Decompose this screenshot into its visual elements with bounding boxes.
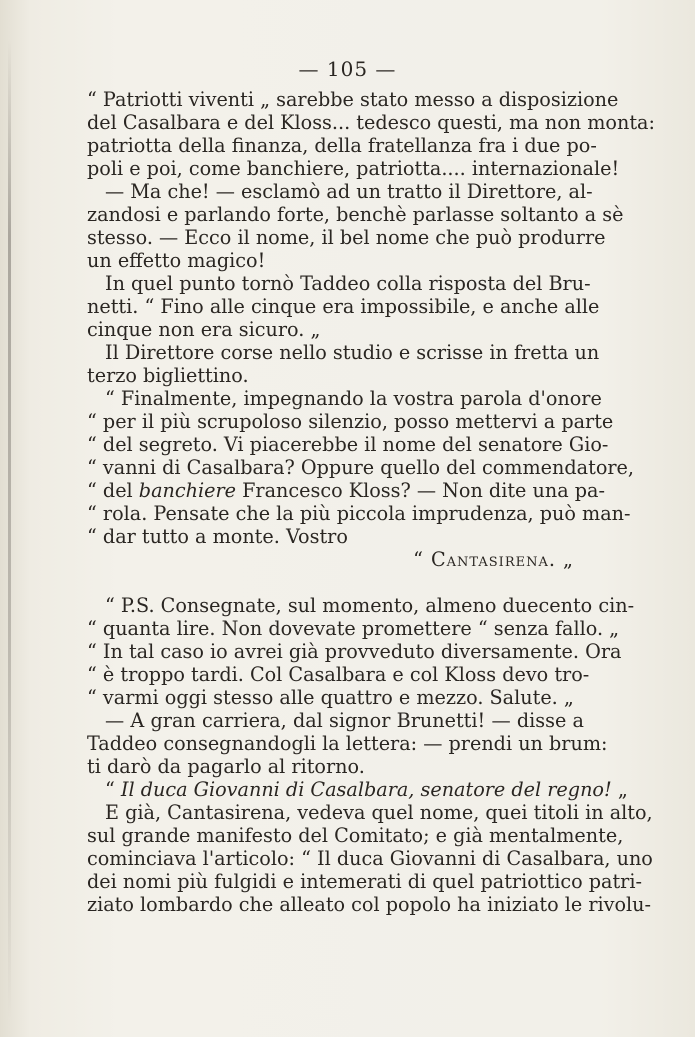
text-line: dei nomi più fulgidi e intemerati di quel patriottico patri- (87, 870, 642, 893)
text-line: un effetto magico! (87, 249, 266, 272)
text-line: In quel punto tornò Taddeo colla risposta del Bru- (105, 272, 591, 295)
text-line: — Ma che! — esclamò ad un tratto il Direttore, al- (105, 180, 593, 203)
text-line: ti darò da pagarlo al ritorno. (87, 755, 365, 778)
signature-line: “ Cantasirena. „ (413, 548, 574, 571)
text-line (87, 479, 605, 502)
text-line: “ varmi oggi stesso alle quattro e mezzo. Salute. „ (87, 686, 574, 709)
italic-word: banchiere (138, 479, 236, 502)
body-text (87, 88, 655, 916)
text-line: “ del segreto. Vi piacerebbe il nome del senatore Gio- (87, 433, 609, 456)
text-line: “ P.S. Consegnate, sul momento, almeno duecento cin- (105, 594, 635, 617)
text-line: sul grande manifesto del Comitato; e già mentalmente, (87, 824, 624, 847)
text-line: cinque non era sicuro. „ (87, 318, 321, 341)
text-fragment: Francesco Kloss? — Non dite una pa- (242, 479, 605, 502)
text-line: “ dar tutto a monte. Vostro (87, 525, 348, 548)
close-quote: „ (617, 778, 628, 801)
text-line: “ In tal caso io avrei già provveduto diversamente. Ora (87, 640, 622, 663)
text-line: patriotta della finanza, della fratellanza fra i due po- (87, 134, 597, 157)
text-line: “ quanta lire. Non dovevate promettere “ senza fallo. „ (87, 617, 620, 640)
text-line: Taddeo consegnandogli la lettera: — prendi un brum: (87, 732, 608, 755)
text-line: — A gran carriera, dal signor Brunetti! — disse a (105, 709, 584, 732)
italic-quote: Il duca Giovanni di Casalbara, senatore del regno! (120, 778, 612, 801)
text-fragment: “ del (87, 479, 133, 502)
page-number: — 105 — (298, 57, 397, 81)
text-line (87, 778, 628, 801)
text-line: ziato lombardo che alleato col popolo ha iniziato le rivolu- (87, 893, 652, 916)
text-line: “ vanni di Casalbara? Oppure quello del commendatore, (87, 456, 635, 479)
text-line: “ Patriotti viventi „ sarebbe stato messo a disposizione (87, 88, 619, 111)
text-line: Il Direttore corse nello studio e scrisse in fretta un (105, 341, 600, 364)
text-line: terzo bigliettino. (87, 364, 249, 387)
text-line: “ è troppo tardi. Col Casalbara e col Kloss devo tro- (87, 663, 590, 686)
paragraph-gap (87, 571, 584, 594)
binding-shadow (8, 40, 11, 1020)
text-line: stesso. — Ecco il nome, il bel nome che può produrre (87, 226, 606, 249)
text-line: del Casalbara e del Kloss... tedesco questi, ma non monta: (87, 111, 655, 134)
text-line: E già, Cantasirena, vedeva quel nome, quei titoli in alto, (105, 801, 653, 824)
text-line: cominciava l'articolo: “ Il duca Giovanni di Casalbara, uno (87, 847, 653, 870)
text-line: netti. “ Fino alle cinque era impossibile, e anche alle (87, 295, 600, 318)
text-line: zandosi e parlando forte, benchè parlasse soltanto a sè (87, 203, 624, 226)
open-quote: “ (105, 778, 115, 801)
text-line: “ Finalmente, impegnando la vostra parola d'onore (105, 387, 602, 410)
text-line: “ rola. Pensate che la più piccola imprudenza, può man- (87, 502, 631, 525)
text-line: “ per il più scrupoloso silenzio, posso mettervi a parte (87, 410, 614, 433)
text-line: poli e poi, come banchiere, patriotta.... internazionale! (87, 157, 620, 180)
